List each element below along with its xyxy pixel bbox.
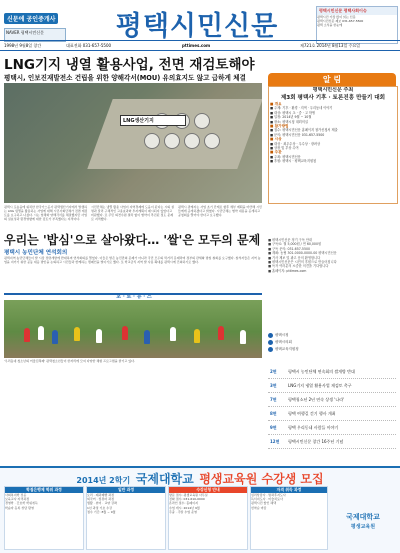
storage-tank bbox=[194, 113, 210, 129]
photo-news-image bbox=[4, 300, 262, 358]
ad-column bbox=[250, 486, 328, 550]
ad-column bbox=[168, 486, 248, 550]
lead-headline[interactable]: LNG기지 냉열 활용사업, 전면 재검토해야 bbox=[4, 57, 255, 73]
index-row[interactable] bbox=[268, 380, 396, 393]
lead-body-column: 평택시 관계자는 사업 초기 단계로 향후 세부 계획을 마련해 시민들에게 공개하겠다고 밝혔다. 시민단체는 협약 내용을 공개하고 공청회를 열어야 한다고 요구했다. bbox=[178, 205, 262, 217]
promo-box-right[interactable] bbox=[316, 6, 398, 44]
figure bbox=[218, 326, 224, 340]
ad-column-head: 일반 과정 bbox=[87, 487, 165, 493]
index-title: 평택청소년 2년 연속 상생 '나라' bbox=[288, 397, 345, 402]
notice-line: ■ 장소: 평택시청 대회의실 bbox=[270, 119, 308, 124]
ad-column-head: 자격 취득 과정 bbox=[251, 487, 327, 493]
notice-section-label: ■ 시상 bbox=[270, 137, 282, 142]
promo-line: 평택시민 가장 많이 읽는 신문 bbox=[317, 15, 356, 19]
index-title: 평택 우리동네 사람들 이야기 bbox=[288, 425, 339, 430]
figure bbox=[144, 330, 150, 344]
notice-box bbox=[268, 86, 398, 204]
sponsor-logo bbox=[268, 346, 394, 353]
ad-column-head: 수강신청 안내 bbox=[169, 487, 247, 493]
notice-line: ■ 상장 및 부상 수여 bbox=[270, 146, 299, 151]
ad-line: 독서지도사 · 미술치료사 bbox=[251, 497, 283, 502]
notice-section-label: ■ 주관 bbox=[270, 150, 282, 155]
index-page: 9면 bbox=[270, 425, 277, 430]
notice-line: ■ 주제: 기후 · 환경 · 지역 · 우리동네 이야기 bbox=[270, 106, 333, 111]
figure bbox=[194, 329, 200, 343]
index-page: 12면 bbox=[270, 439, 280, 444]
ad-headline bbox=[0, 468, 400, 486]
index-page: 2면 bbox=[270, 369, 277, 374]
notice-line: ■ 문의: 평택시민신문 031-657-5500 bbox=[270, 132, 325, 137]
edition-info: 제721호 2014년 8월13일 수요일 bbox=[300, 43, 361, 48]
ad-line: 요리 · 제과제빵 과정 bbox=[87, 493, 114, 497]
notice-organizer: 평택시민신문 주최 bbox=[312, 87, 354, 93]
university-logo-sub: 평생교육원 bbox=[350, 524, 376, 530]
ad-line: 생활 · 취미 · 교양 강좌 bbox=[87, 501, 117, 506]
contents-index bbox=[268, 366, 396, 462]
emblem-icon bbox=[268, 347, 273, 352]
ad-line: 주중 · 주말 수업 운영 bbox=[169, 509, 197, 514]
figure bbox=[170, 327, 176, 341]
sponsor-logo bbox=[268, 339, 394, 346]
emblem-icon bbox=[268, 340, 273, 345]
index-title: 평택 여행길 걷기 행사 개최 bbox=[288, 411, 336, 416]
ad-school: 국제대학교 bbox=[135, 472, 194, 486]
ad-line: 학습자 등록 상담 환영 bbox=[5, 505, 34, 510]
notice-item: ■ 구독료: 월 5,000원 / 연 60,000원 bbox=[268, 242, 322, 247]
lead-body-column: 평택시 포승읍에 위치한 한국가스공사 평택생산기지에서 발생하는 LNG 냉열을 활용하는 사업에 대해 시민사회단체가 전면 재검토를 요구하고 나섰다. 시는 업체와 양해각서를 체결했지만 사업의 실효성과 환경영향에 대한 검토가 부족했다는 지적이다. bbox=[4, 205, 88, 221]
notice-section-label: ■ 개요 bbox=[270, 102, 282, 106]
subscription-notice bbox=[268, 238, 394, 273]
newspaper-title: 평택시민신문 bbox=[115, 11, 279, 42]
ad-column bbox=[4, 486, 84, 550]
index-page: 3면 bbox=[270, 383, 277, 388]
promo-tag: 신문에 공인중개사 bbox=[4, 13, 58, 24]
sponsor-name: 평택시청 bbox=[275, 333, 289, 337]
notice-line: ■ 후원: 평택시 · 평택교육지원청 bbox=[270, 159, 317, 164]
rice-story-subhead: 평택시 농민단체 연석회의 bbox=[4, 250, 68, 256]
rice-story-headline[interactable]: 우리는 '밥심'으로 살아왔다… '쌀'은 모두의 문제 bbox=[4, 233, 261, 247]
index-row[interactable] bbox=[268, 408, 396, 421]
storage-tank bbox=[184, 133, 200, 149]
index-title: LNG기지 냉열 활용사업 재검토 촉구 bbox=[288, 383, 352, 388]
notice-item[interactable]: ■ 홈페이지: pttimes.com bbox=[268, 268, 307, 273]
sponsor-logo bbox=[268, 332, 394, 339]
figure bbox=[240, 330, 246, 344]
storage-tank bbox=[164, 133, 180, 149]
lead-subhead: 평택시, 인보진재발전소 건립을 위한 양해각서(MOU) 유의효지도 않고 급하게 체결 bbox=[4, 74, 246, 82]
notice-line: ■ 대상 · 최우수상 · 우수상 · 장려상 bbox=[270, 141, 321, 146]
ad-line: 보육교사 자격과정 bbox=[5, 497, 30, 502]
index-title: 평택시민신문 창간 16주년 기념 bbox=[288, 439, 344, 444]
notice-line: ■ 접수: 평택시민신문 홈페이지 참가신청서 제출 bbox=[270, 128, 338, 133]
storage-tank bbox=[144, 133, 160, 149]
ad-line: 수업 개시: 2014년 9월 bbox=[169, 505, 200, 510]
sponsor-name: 평택교육지원청 bbox=[275, 347, 299, 351]
notice-line: ■ 주최: 평택시민신문 bbox=[270, 154, 301, 159]
index-row[interactable] bbox=[268, 394, 396, 407]
lead-body-column: 시민단체는 냉열 활용 사업이 지역경제에 도움이 된다는 시의 설명과 달리 구체적인 고용효과와 투자계획이 제시되지 않았다고 비판했다. 또 주민 의견수렴 절차 없이 협약이 추진된 점도 문제로 지적했다. bbox=[91, 205, 174, 221]
issue-info-bar bbox=[0, 40, 400, 51]
notice-item: ■ 평택시민신문 정기 구독 안내 bbox=[268, 238, 313, 242]
website-link[interactable]: pttimes.com bbox=[182, 43, 211, 48]
notice-item: ■ 평택시민신문은 시민의 후원으로 만들어집니다 bbox=[268, 260, 337, 265]
ad-column-head: 학점은행제 학위 과정 bbox=[5, 487, 83, 493]
sponsor-logos bbox=[268, 332, 394, 360]
university-logo-name: 국제대학교 bbox=[346, 513, 380, 521]
ad-line: 접수 기간: 8월 ~ 9월 bbox=[87, 509, 116, 514]
figure bbox=[24, 328, 30, 342]
index-row[interactable] bbox=[268, 436, 396, 449]
notice-section-label: ■ 참가방법 bbox=[270, 124, 289, 129]
photo-news-caption: '우리동네 청소년의 어울림축제' 평택청소년들이 한자리에 모여 다양한 체험 프로그램을 즐기고 있다. bbox=[4, 359, 135, 363]
index-title: 평택시 농민단체 연속회의 쌀개방 반대 bbox=[288, 369, 355, 374]
ad-line: 방문 접수: 평생교육원 사무실 bbox=[169, 493, 208, 497]
ad-line: 전화 접수: 031-610-0000 bbox=[169, 497, 205, 502]
notice-item: ■ 구독 문의: 031-657-5500 bbox=[268, 246, 311, 251]
ad-line: 평택시민 할인 혜택 bbox=[251, 501, 277, 506]
naver-search-badge[interactable]: NAVER 평택시민신문 bbox=[4, 28, 66, 42]
notice-banner: 알 림 bbox=[268, 73, 396, 86]
ad-line: 온라인 접수: 홈페이지 bbox=[169, 501, 199, 506]
promo-line: 평택시민신문 제보 031-657-5500 bbox=[317, 19, 364, 23]
notice-item: ■ 독자 여러분의 소중한 의견을 기다립니다 bbox=[268, 264, 329, 269]
notice-title: 제3회 평택사 기후 · 토론진흥 만들기 대회 bbox=[280, 95, 386, 101]
figure bbox=[74, 327, 80, 341]
ad-line: 경영학 · 간호학 학위취득 bbox=[5, 501, 38, 506]
ad-line: 심리상담사 · 방과후지도사 bbox=[251, 493, 286, 497]
notice-item: ■ 계좌: 농협 301-0000-0000-00 평택시민신문 bbox=[268, 251, 337, 256]
promo-box-left[interactable] bbox=[4, 6, 66, 42]
promo-heading: 평택시민신문 평택사회이슈 bbox=[317, 7, 397, 15]
ad-line: 외국어 · 컴퓨터 과정 bbox=[87, 497, 114, 502]
ad-column bbox=[86, 486, 166, 550]
ad-program: 평생교육원 수강생 모집 bbox=[199, 472, 324, 486]
figure bbox=[122, 326, 128, 340]
ad-term: 2014년 2학기 bbox=[76, 476, 131, 485]
ad-line: 선착순 마감 bbox=[251, 505, 267, 510]
sponsor-name: 평택시의회 bbox=[275, 340, 292, 344]
figure bbox=[38, 326, 44, 340]
founding-date: 1998년 9월8일 창간 bbox=[4, 43, 42, 48]
photo-label: LNG생산기지 bbox=[120, 115, 186, 126]
rice-story-body: 평택지역 농민단체들이 쌀 시장 전면개방에 반대하며 연석회의를 열었다. 이들은 쌀은 농민만의 문제가 아니라 국민 모두의 먹거리 문제라며 정부의 관세화 방침 철회를 요구했다. 참석자들은 지역 농업을 지키기 위한 공동 대응 방안을 논의하고 시민들과 함께하는 캠페인을 벌이기로 했다. 또 학교급식 지역 쌀 사용 확대를 평택시에 건의하기로 했다. bbox=[4, 256, 261, 264]
storage-tank bbox=[204, 133, 220, 149]
figure bbox=[96, 329, 102, 343]
university-logo[interactable] bbox=[330, 512, 396, 534]
index-row[interactable] bbox=[268, 422, 396, 435]
phone-number: 대표전화 031-657-5500 bbox=[66, 43, 112, 48]
promo-line: 평택 소식을 한눈에 bbox=[317, 23, 343, 27]
notice-line: ■ 대상: 평택시 초 · 중 · 고 학생 bbox=[270, 110, 316, 115]
index-page: 8면 bbox=[270, 411, 277, 416]
ad-line: 1년 과정 기초 수강 bbox=[87, 505, 113, 510]
notice-item: ■ 기사 제보 및 광고 문의 환영합니다 bbox=[268, 255, 321, 260]
ad-line: 사회복지학 전공 bbox=[5, 493, 27, 497]
emblem-icon bbox=[268, 333, 273, 338]
notice-line: ■ 일정: 2014년 9월 ~ 10월 bbox=[270, 115, 312, 120]
index-page: 7면 bbox=[270, 397, 277, 402]
index-row[interactable] bbox=[268, 366, 396, 379]
lng-terminal-photo bbox=[4, 83, 262, 203]
figure bbox=[52, 330, 58, 344]
photo-news-label: 포 · 토 · 뉴 · 스 bbox=[116, 294, 152, 300]
